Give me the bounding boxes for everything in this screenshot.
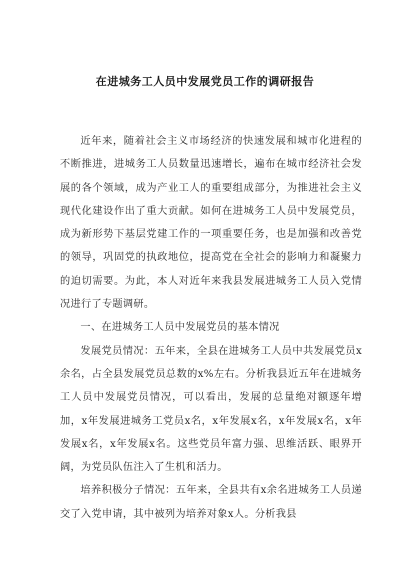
section-heading: 一、在进城务工人员中发展党员的基本情况 <box>80 322 280 334</box>
paragraph-development: 发展党员情况：五年来，全县在进城务工人员中共发展党员x余名，占全县发展党员总数的x%左右。分析我县近五年在进城务工人员中发展党员情况，可以看出，发展的总量绝对额逐年增加，x年发展进城务工党员x名，x年发展x名，x年发展x名，x年发展x名，x年发展x名。这些党员年富力强、思维活跃、眼界开阔，为党员队伍注入了生机和活力。 <box>60 345 362 474</box>
document-body <box>60 130 362 526</box>
paragraph-activists: 培养积极分子情况：五年来，全县共有x余名进城务工人员递交了入党申请，其中被列为培养对象x人。分析我县 <box>60 485 362 520</box>
document-title: 在进城务工人员中发展党员工作的调研报告 <box>95 75 315 88</box>
paragraph-intro: 近年来，随着社会主义市场经济的快速发展和城市化进程的不断推进，进城务工人员数量迅速增长，遍布在城市经济社会发展的各个领域，成为产业工人的重要组成部分，为推进社会主义现代化建设作出了重大贡献。如何在进城务工人员中发展党员，成为新形势下基层党建工作的一项重要任务，也是加强和改善党的领导，巩固党的执政地位，提高党在全社会的影响力和凝聚力的迫切需要。为此，本人对近年来我县发展进城务工人员入党情况进行了专题调研。 <box>60 136 362 311</box>
